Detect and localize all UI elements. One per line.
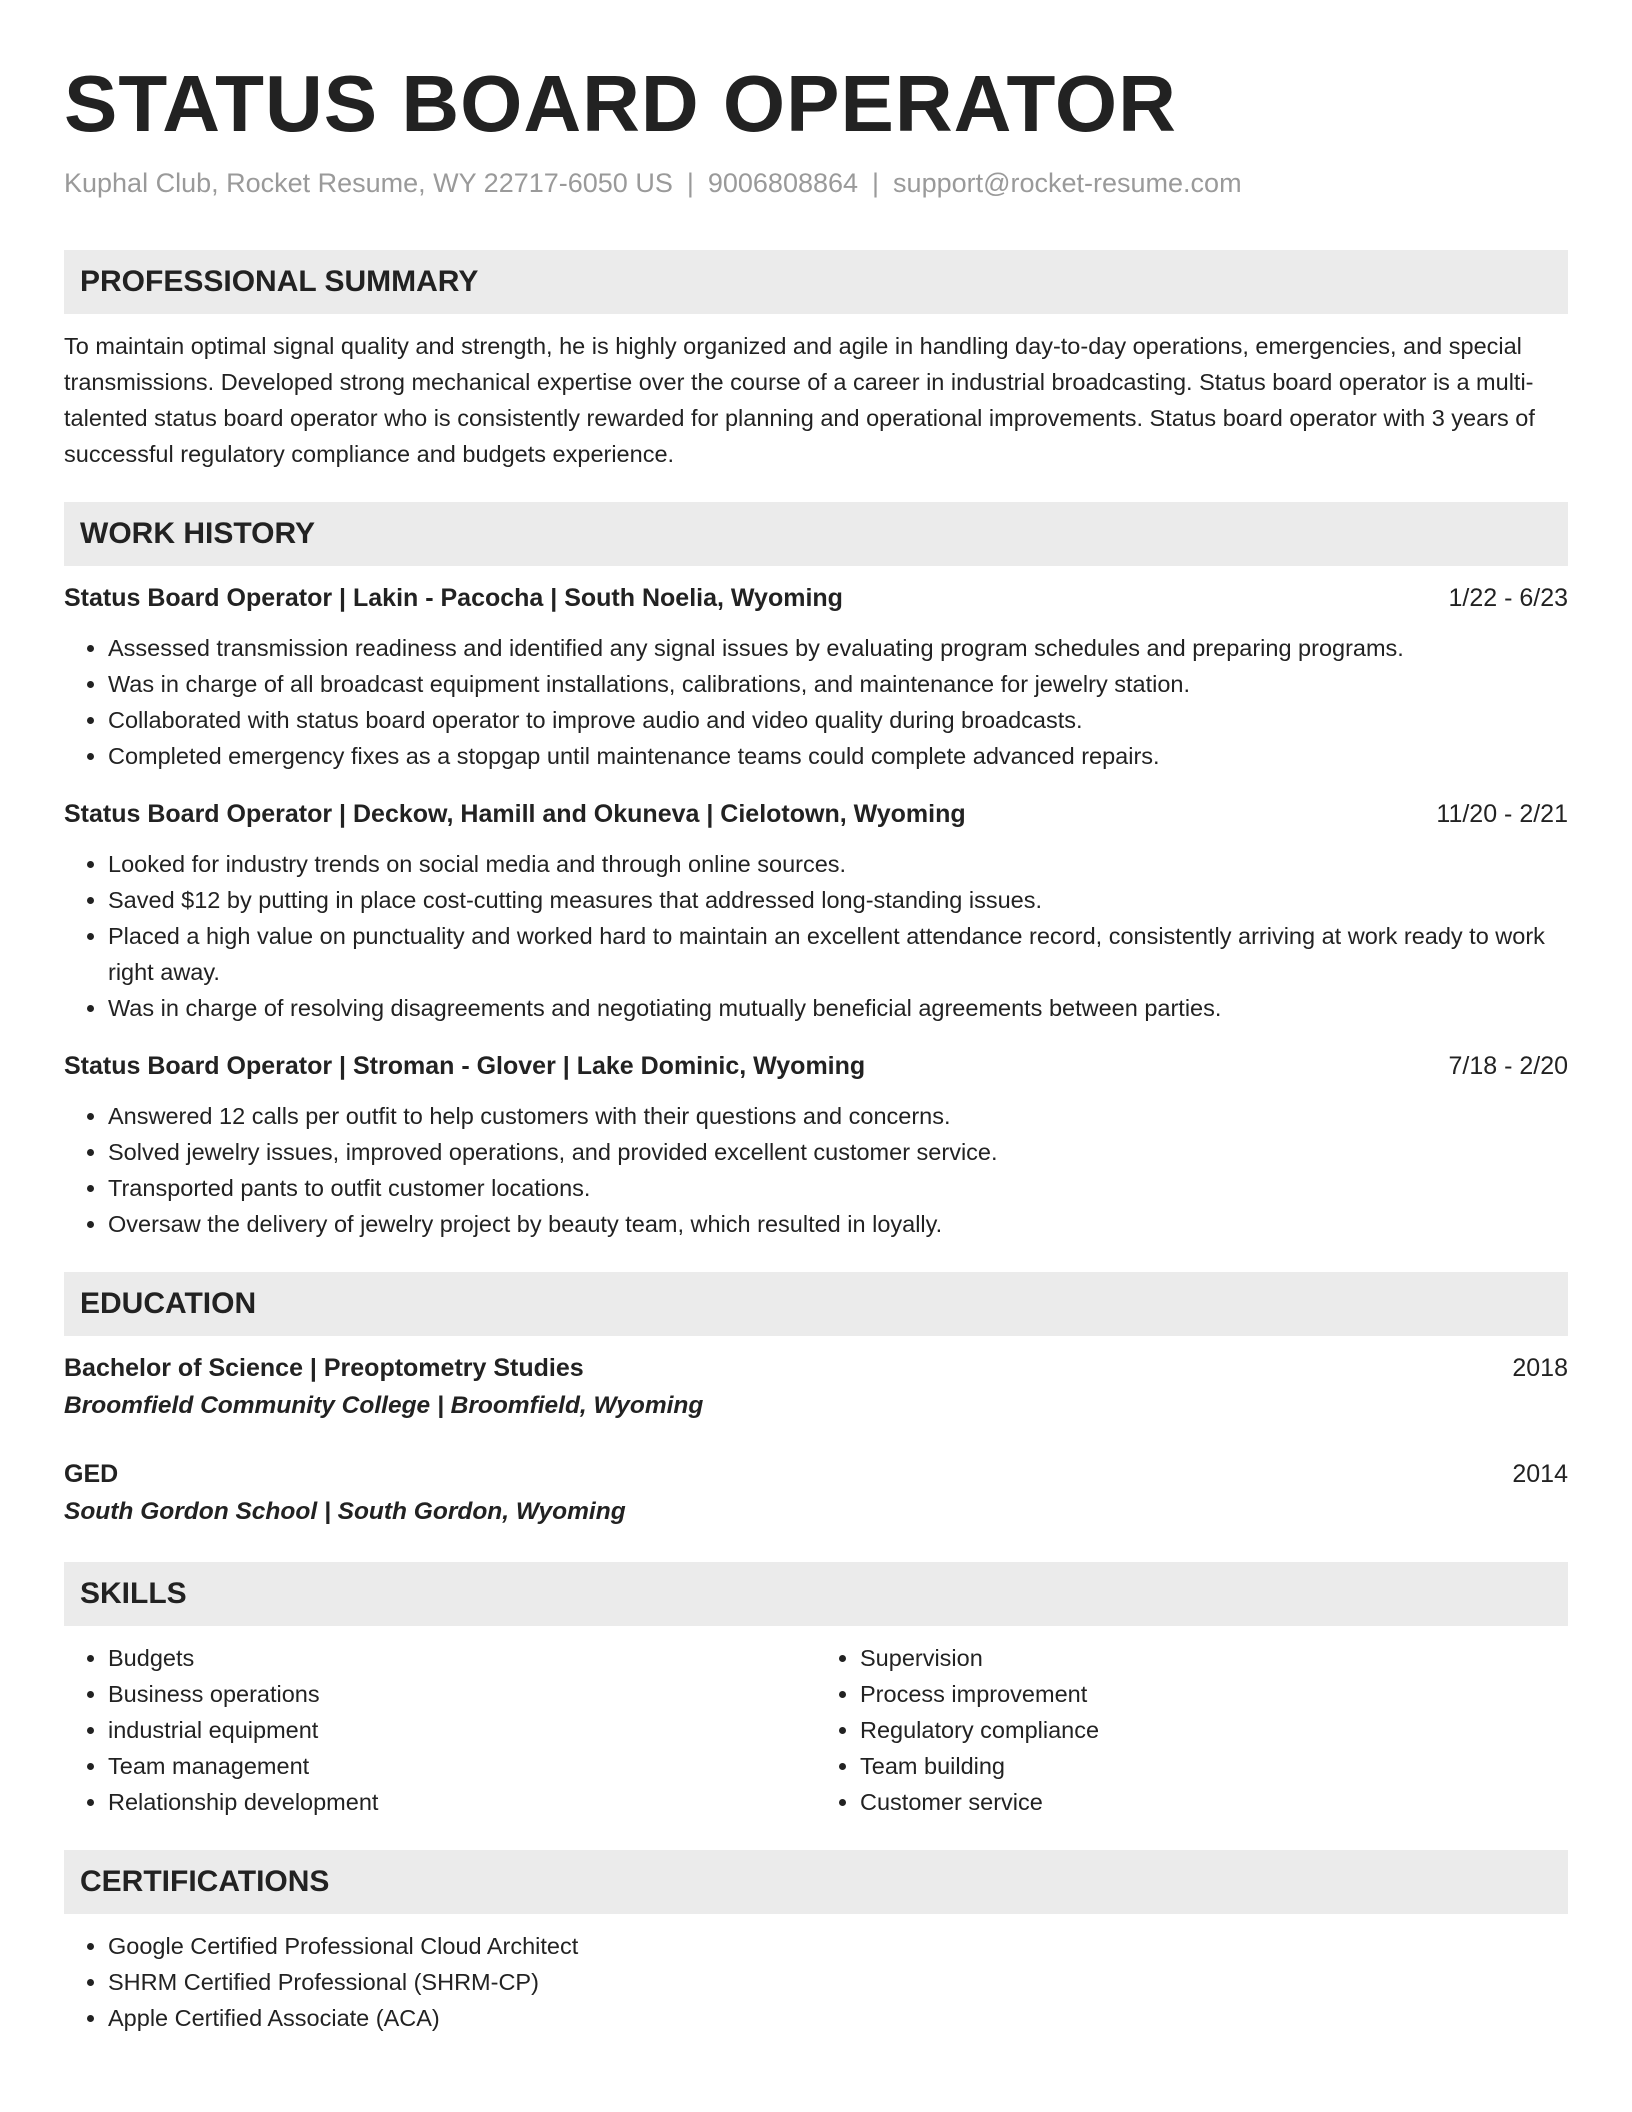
- certification-item: • SHRM Certified Professional (SHRM-CP): [108, 1964, 1568, 2000]
- skill-item: • Process improvement: [860, 1676, 1568, 1712]
- school-name: South Gordon School | South Gordon, Wyoming: [64, 1498, 626, 1525]
- section-heading-skills: SKILLS: [64, 1562, 1568, 1626]
- skill-item: • Supervision: [860, 1640, 1568, 1676]
- cert-bullets: [64, 1928, 1568, 2036]
- separator: |: [686, 168, 694, 198]
- skill-item: • industrial equipment: [108, 1712, 816, 1748]
- job-bullets: [64, 846, 1568, 1026]
- list-item: • Completed emergency fixes as a stopgap until maintenance teams could complete advanced repairs.: [108, 738, 1568, 774]
- graduation-year: 2018: [1512, 1354, 1568, 1382]
- skill-item: • Team management: [108, 1748, 816, 1784]
- list-item: • Was in charge of all broadcast equipment installations, calibrations, and maintenance for jewelry station.: [108, 666, 1568, 702]
- skill-item: • Regulatory compliance: [860, 1712, 1568, 1748]
- job-dates: 11/20 - 2/21: [1436, 800, 1568, 828]
- list-item: • Answered 12 calls per outfit to help customers with their questions and concerns.: [108, 1098, 1568, 1134]
- email: support@rocket-resume.com: [893, 168, 1242, 198]
- education-header: [64, 1350, 1568, 1386]
- job-bullets: [64, 630, 1568, 774]
- job-header: [64, 580, 1568, 616]
- summary-text: To maintain optimal signal quality and strength, he is highly organized and agile in handling day-to-day operations, emergencies, and special transmissions. Developed strong mechanical expertise over the course of a career in industrial broadcasting. Status board operator is a multi-talented status board operator who is consistently rewarded for planning and operational improvements. Status board operator with 3 years of successful regulatory compliance and budgets experience.: [64, 333, 1535, 467]
- skills-grid: [64, 1640, 1568, 1820]
- school-name: Broomfield Community College | Broomfield, Wyoming: [64, 1392, 704, 1419]
- section-heading-summary: PROFESSIONAL SUMMARY: [64, 250, 1568, 314]
- job-dates: 7/18 - 2/20: [1448, 1052, 1568, 1080]
- contact-line: [64, 166, 1568, 200]
- education-entry: [64, 1456, 1568, 1532]
- job-entry: [64, 580, 1568, 774]
- list-item: • Oversaw the delivery of jewelry project by beauty team, which resulted in loyally.: [108, 1206, 1568, 1242]
- education-header: [64, 1456, 1568, 1492]
- list-item: • Transported pants to outfit customer locations.: [108, 1170, 1568, 1206]
- list-item: • Saved $12 by putting in place cost-cutting measures that addressed long-standing issues.: [108, 882, 1568, 918]
- job-title: Status Board Operator | Lakin - Pacocha | South Noelia, Wyoming: [64, 584, 843, 612]
- certification-item: • Apple Certified Associate (ACA): [108, 2000, 1568, 2036]
- list-item: • Assessed transmission readiness and identified any signal issues by evaluating program schedules and preparing programs.: [108, 630, 1568, 666]
- list-item: • Collaborated with status board operator to improve audio and video quality during broadcasts.: [108, 702, 1568, 738]
- section-heading-work-history: WORK HISTORY: [64, 502, 1568, 566]
- separator: |: [872, 168, 880, 198]
- phone: 9006808864: [707, 168, 859, 198]
- degree: GED: [64, 1460, 119, 1488]
- skill-item: • Customer service: [860, 1784, 1568, 1820]
- job-header: [64, 1048, 1568, 1084]
- certification-item: • Google Certified Professional Cloud Architect: [108, 1928, 1568, 1964]
- list-item: • Looked for industry trends on social media and through online sources.: [108, 846, 1568, 882]
- skills-column-left: [64, 1640, 816, 1820]
- certifications-list: [64, 1928, 1568, 2036]
- skill-item: • Business operations: [108, 1676, 816, 1712]
- education-entry: [64, 1350, 1568, 1426]
- job-title: Status Board Operator | Deckow, Hamill and Okuneva | Cielotown, Wyoming: [64, 800, 966, 828]
- job-entry: [64, 1048, 1568, 1242]
- job-bullets: [64, 1098, 1568, 1242]
- job-header: [64, 796, 1568, 832]
- section-heading-education: EDUCATION: [64, 1272, 1568, 1336]
- job-entry: [64, 796, 1568, 1026]
- degree: Bachelor of Science | Preoptometry Studies: [64, 1354, 584, 1382]
- list-item: • Solved jewelry issues, improved operations, and provided excellent customer service.: [108, 1134, 1568, 1170]
- list-item: • Placed a high value on punctuality and worked hard to maintain an excellent attendance record, consistently arriving at work ready to work right away.: [108, 918, 1568, 990]
- resume-title: STATUS BOARD OPERATOR: [64, 59, 1177, 148]
- graduation-year: 2014: [1512, 1460, 1568, 1488]
- list-item: • Was in charge of resolving disagreements and negotiating mutually beneficial agreements between parties.: [108, 990, 1568, 1026]
- skill-item: • Relationship development: [108, 1784, 816, 1820]
- section-heading-certifications: CERTIFICATIONS: [64, 1850, 1568, 1914]
- job-title: Status Board Operator | Stroman - Glover | Lake Dominic, Wyoming: [64, 1052, 866, 1080]
- skills-column-right: [816, 1640, 1568, 1820]
- skill-item: • Team building: [860, 1748, 1568, 1784]
- job-dates: 1/22 - 6/23: [1448, 584, 1568, 612]
- skill-item: • Budgets: [108, 1640, 816, 1676]
- address: Kuphal Club, Rocket Resume, WY 22717-6050 US: [64, 168, 673, 198]
